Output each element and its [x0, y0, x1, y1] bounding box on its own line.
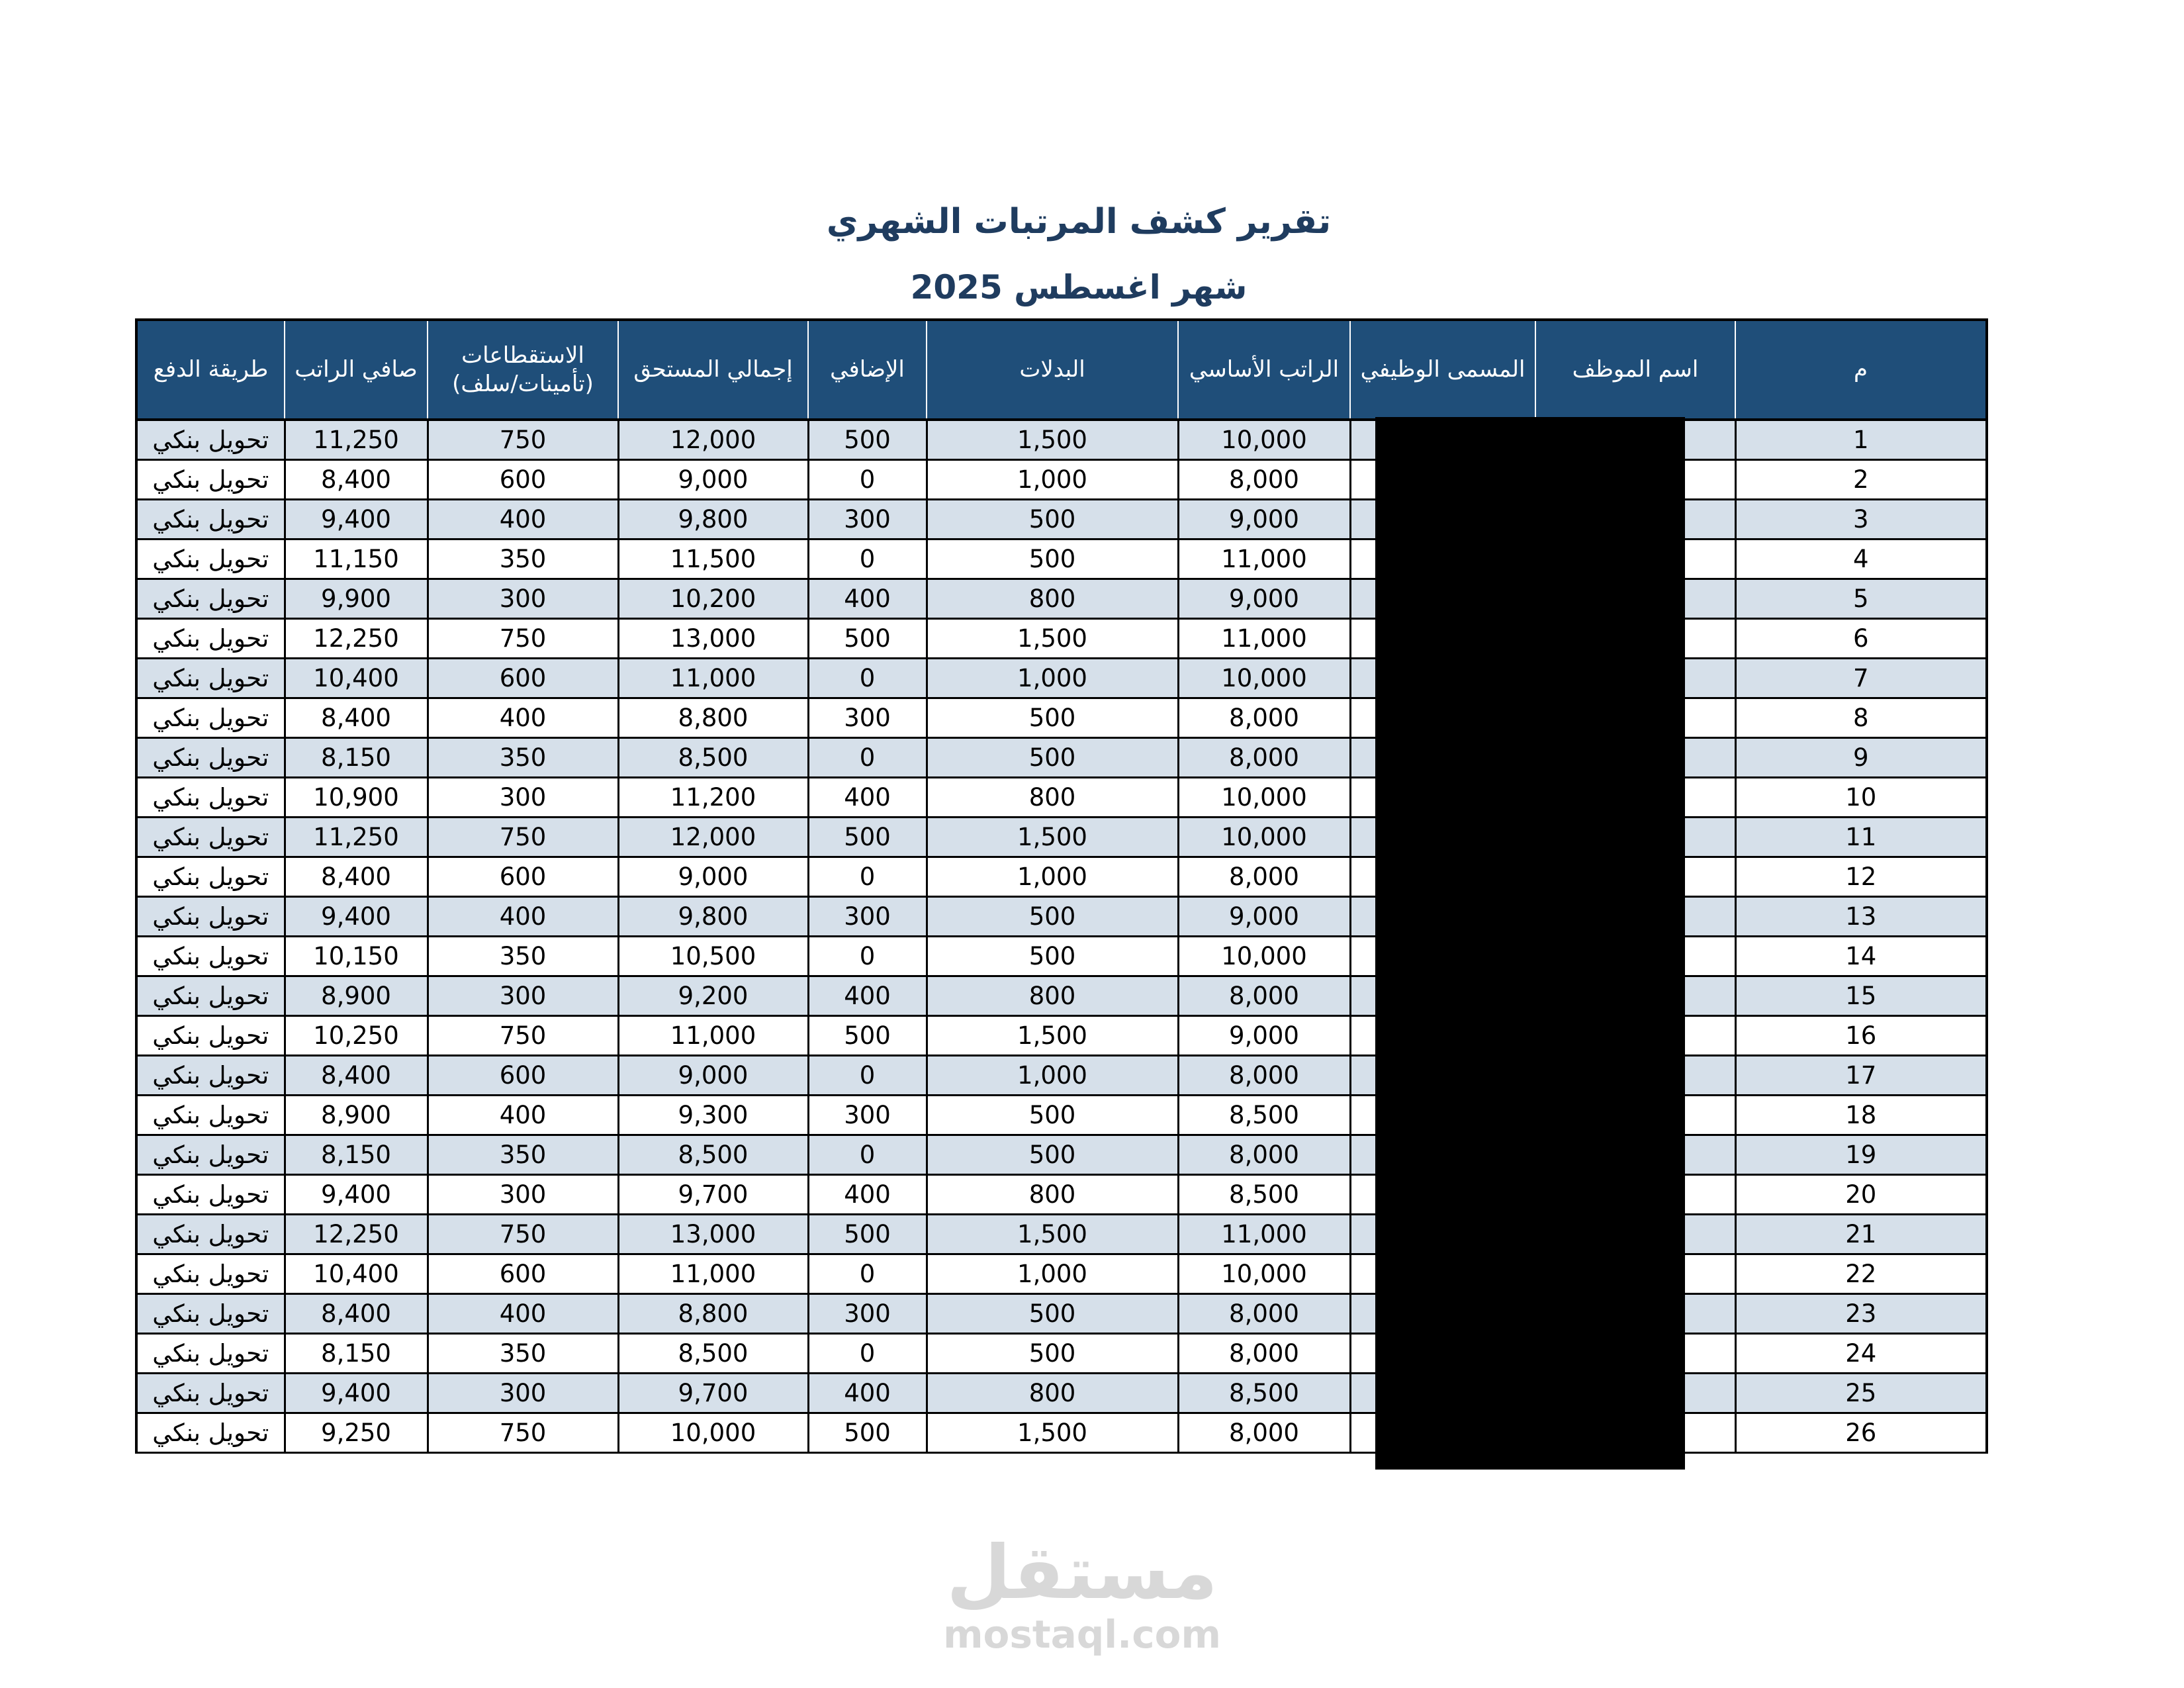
cell-allowances: 500	[927, 937, 1178, 976]
cell-net: 9,400	[285, 1374, 428, 1413]
table-row	[136, 1056, 1987, 1096]
cell-overtime: 500	[808, 1215, 927, 1254]
cell-basic: 8,000	[1178, 460, 1350, 500]
cell-overtime: 0	[808, 1056, 927, 1096]
cell-total: 8,800	[618, 698, 808, 738]
table-row	[136, 500, 1987, 539]
header-payment: طريقة الدفع	[136, 320, 285, 420]
cell-allowances: 800	[927, 1374, 1178, 1413]
cell-net: 9,250	[285, 1413, 428, 1453]
cell-total: 11,000	[618, 1016, 808, 1056]
cell-num: 23	[1735, 1294, 1987, 1334]
cell-num: 1	[1735, 420, 1987, 460]
cell-deductions: 350	[428, 937, 618, 976]
cell-num: 6	[1735, 619, 1987, 659]
cell-net: 10,900	[285, 778, 428, 818]
redaction-block	[1375, 417, 1685, 1470]
cell-payment: تحويل بنكي	[136, 659, 285, 698]
cell-net: 10,250	[285, 1016, 428, 1056]
cell-deductions: 400	[428, 1294, 618, 1334]
cell-overtime: 0	[808, 857, 927, 897]
cell-overtime: 0	[808, 460, 927, 500]
cell-basic: 10,000	[1178, 818, 1350, 857]
cell-allowances: 800	[927, 778, 1178, 818]
cell-num: 24	[1735, 1334, 1987, 1374]
cell-total: 10,000	[618, 1413, 808, 1453]
cell-num: 7	[1735, 659, 1987, 698]
table-row	[136, 1016, 1987, 1056]
cell-basic: 8,000	[1178, 857, 1350, 897]
cell-payment: تحويل بنكي	[136, 857, 285, 897]
report-title: تقرير كشف المرتبات الشهري	[826, 202, 1332, 242]
cell-deductions: 350	[428, 539, 618, 579]
cell-deductions: 400	[428, 897, 618, 937]
cell-num: 10	[1735, 778, 1987, 818]
cell-net: 9,900	[285, 579, 428, 619]
cell-total: 10,200	[618, 579, 808, 619]
cell-total: 12,000	[618, 420, 808, 460]
cell-overtime: 300	[808, 1294, 927, 1334]
table-row	[136, 420, 1987, 460]
cell-net: 8,150	[285, 1135, 428, 1175]
table-row	[136, 738, 1987, 778]
cell-num: 12	[1735, 857, 1987, 897]
cell-deductions: 300	[428, 579, 618, 619]
cell-overtime: 0	[808, 1254, 927, 1294]
cell-num: 15	[1735, 976, 1987, 1016]
cell-allowances: 500	[927, 1294, 1178, 1334]
cell-allowances: 500	[927, 1096, 1178, 1135]
table-row	[136, 897, 1987, 937]
header-allowances: البدلات	[927, 320, 1178, 420]
cell-net: 11,250	[285, 420, 428, 460]
cell-deductions: 600	[428, 1254, 618, 1294]
header-overtime: الإضافي	[808, 320, 927, 420]
cell-allowances: 1,000	[927, 460, 1178, 500]
cell-payment: تحويل بنكي	[136, 420, 285, 460]
cell-num: 3	[1735, 500, 1987, 539]
cell-overtime: 500	[808, 1413, 927, 1453]
cell-allowances: 500	[927, 539, 1178, 579]
cell-basic: 9,000	[1178, 579, 1350, 619]
cell-basic: 8,000	[1178, 1294, 1350, 1334]
cell-basic: 8,000	[1178, 698, 1350, 738]
cell-net: 11,250	[285, 818, 428, 857]
cell-payment: تحويل بنكي	[136, 1374, 285, 1413]
cell-net: 8,900	[285, 976, 428, 1016]
cell-total: 9,200	[618, 976, 808, 1016]
cell-basic: 9,000	[1178, 897, 1350, 937]
cell-num: 11	[1735, 818, 1987, 857]
cell-basic: 8,000	[1178, 1056, 1350, 1096]
cell-deductions: 600	[428, 460, 618, 500]
cell-total: 11,500	[618, 539, 808, 579]
cell-net: 9,400	[285, 897, 428, 937]
cell-total: 9,700	[618, 1374, 808, 1413]
cell-deductions: 350	[428, 1135, 618, 1175]
cell-num: 16	[1735, 1016, 1987, 1056]
cell-payment: تحويل بنكي	[136, 1334, 285, 1374]
cell-num: 8	[1735, 698, 1987, 738]
header-job: المسمى الوظيفي	[1350, 320, 1535, 420]
cell-net: 12,250	[285, 1215, 428, 1254]
table-row	[136, 937, 1987, 976]
cell-basic: 11,000	[1178, 539, 1350, 579]
cell-deductions: 300	[428, 1175, 618, 1215]
table-row	[136, 698, 1987, 738]
cell-deductions: 600	[428, 857, 618, 897]
cell-allowances: 1,500	[927, 1215, 1178, 1254]
cell-payment: تحويل بنكي	[136, 539, 285, 579]
cell-net: 9,400	[285, 500, 428, 539]
cell-total: 8,500	[618, 1135, 808, 1175]
cell-num: 5	[1735, 579, 1987, 619]
cell-num: 20	[1735, 1175, 1987, 1215]
table-row	[136, 778, 1987, 818]
table-row	[136, 1334, 1987, 1374]
cell-num: 19	[1735, 1135, 1987, 1175]
table-row	[136, 1096, 1987, 1135]
cell-deductions: 350	[428, 1334, 618, 1374]
cell-basic: 11,000	[1178, 1215, 1350, 1254]
header-deductions: الاستقطاعات (تأمينات/سلف)	[428, 320, 618, 420]
cell-allowances: 1,500	[927, 420, 1178, 460]
cell-total: 9,800	[618, 500, 808, 539]
cell-num: 18	[1735, 1096, 1987, 1135]
cell-overtime: 0	[808, 738, 927, 778]
cell-allowances: 500	[927, 500, 1178, 539]
cell-overtime: 400	[808, 579, 927, 619]
table-row	[136, 659, 1987, 698]
cell-net: 10,150	[285, 937, 428, 976]
cell-payment: تحويل بنكي	[136, 818, 285, 857]
cell-deductions: 300	[428, 778, 618, 818]
cell-payment: تحويل بنكي	[136, 1056, 285, 1096]
cell-deductions: 400	[428, 500, 618, 539]
cell-net: 8,400	[285, 460, 428, 500]
cell-basic: 10,000	[1178, 1254, 1350, 1294]
header-row	[136, 320, 1987, 420]
cell-total: 9,700	[618, 1175, 808, 1215]
cell-net: 8,900	[285, 1096, 428, 1135]
cell-overtime: 300	[808, 1096, 927, 1135]
cell-total: 8,500	[618, 1334, 808, 1374]
cell-payment: تحويل بنكي	[136, 778, 285, 818]
cell-net: 12,250	[285, 619, 428, 659]
cell-payment: تحويل بنكي	[136, 579, 285, 619]
cell-total: 11,000	[618, 659, 808, 698]
cell-deductions: 750	[428, 420, 618, 460]
cell-deductions: 600	[428, 659, 618, 698]
cell-deductions: 750	[428, 619, 618, 659]
cell-num: 14	[1735, 937, 1987, 976]
cell-payment: تحويل بنكي	[136, 1254, 285, 1294]
cell-allowances: 1,000	[927, 1056, 1178, 1096]
cell-allowances: 1,000	[927, 659, 1178, 698]
cell-basic: 10,000	[1178, 420, 1350, 460]
table-row	[136, 1374, 1987, 1413]
cell-total: 9,000	[618, 1056, 808, 1096]
cell-overtime: 0	[808, 539, 927, 579]
cell-num: 17	[1735, 1056, 1987, 1096]
cell-allowances: 500	[927, 897, 1178, 937]
cell-deductions: 400	[428, 698, 618, 738]
cell-total: 11,000	[618, 1254, 808, 1294]
cell-basic: 8,000	[1178, 976, 1350, 1016]
cell-allowances: 1,500	[927, 1016, 1178, 1056]
cell-total: 11,200	[618, 778, 808, 818]
cell-deductions: 750	[428, 1215, 618, 1254]
cell-net: 8,400	[285, 857, 428, 897]
cell-net: 8,400	[285, 1056, 428, 1096]
cell-payment: تحويل بنكي	[136, 460, 285, 500]
cell-num: 25	[1735, 1374, 1987, 1413]
cell-basic: 8,000	[1178, 1135, 1350, 1175]
cell-total: 12,000	[618, 818, 808, 857]
cell-total: 9,000	[618, 460, 808, 500]
cell-payment: تحويل بنكي	[136, 1413, 285, 1453]
cell-payment: تحويل بنكي	[136, 1294, 285, 1334]
cell-overtime: 400	[808, 778, 927, 818]
payroll-table	[135, 318, 1988, 1454]
header-num: م	[1735, 320, 1987, 420]
cell-num: 4	[1735, 539, 1987, 579]
cell-allowances: 1,500	[927, 818, 1178, 857]
cell-basic: 8,500	[1178, 1175, 1350, 1215]
cell-num: 21	[1735, 1215, 1987, 1254]
cell-net: 8,400	[285, 698, 428, 738]
cell-deductions: 600	[428, 1056, 618, 1096]
cell-payment: تحويل بنكي	[136, 897, 285, 937]
cell-payment: تحويل بنكي	[136, 500, 285, 539]
cell-deductions: 750	[428, 818, 618, 857]
cell-num: 22	[1735, 1254, 1987, 1294]
cell-overtime: 500	[808, 818, 927, 857]
watermark-url: mostaql.com	[943, 1612, 1221, 1657]
table-row	[136, 976, 1987, 1016]
cell-net: 10,400	[285, 659, 428, 698]
cell-deductions: 300	[428, 976, 618, 1016]
cell-deductions: 750	[428, 1016, 618, 1056]
cell-basic: 8,000	[1178, 738, 1350, 778]
cell-net: 11,150	[285, 539, 428, 579]
cell-overtime: 400	[808, 1374, 927, 1413]
cell-net: 8,400	[285, 1294, 428, 1334]
cell-overtime: 500	[808, 420, 927, 460]
cell-net: 10,400	[285, 1254, 428, 1294]
cell-allowances: 500	[927, 1135, 1178, 1175]
cell-payment: تحويل بنكي	[136, 1096, 285, 1135]
cell-total: 13,000	[618, 1215, 808, 1254]
cell-payment: تحويل بنكي	[136, 976, 285, 1016]
cell-overtime: 300	[808, 897, 927, 937]
table-row	[136, 857, 1987, 897]
cell-total: 9,000	[618, 857, 808, 897]
cell-payment: تحويل بنكي	[136, 1175, 285, 1215]
cell-num: 26	[1735, 1413, 1987, 1453]
table-row	[136, 1254, 1987, 1294]
table-row	[136, 1413, 1987, 1453]
cell-overtime: 0	[808, 659, 927, 698]
cell-basic: 10,000	[1178, 778, 1350, 818]
cell-allowances: 800	[927, 579, 1178, 619]
cell-total: 9,800	[618, 897, 808, 937]
cell-overtime: 0	[808, 937, 927, 976]
cell-allowances: 1,000	[927, 1254, 1178, 1294]
cell-net: 8,150	[285, 1334, 428, 1374]
cell-total: 8,800	[618, 1294, 808, 1334]
cell-total: 10,500	[618, 937, 808, 976]
cell-payment: تحويل بنكي	[136, 1135, 285, 1175]
cell-overtime: 500	[808, 1016, 927, 1056]
cell-total: 8,500	[618, 738, 808, 778]
cell-deductions: 350	[428, 738, 618, 778]
cell-num: 2	[1735, 460, 1987, 500]
cell-allowances: 1,500	[927, 1413, 1178, 1453]
table-row	[136, 619, 1987, 659]
payroll-body	[136, 420, 1987, 1453]
cell-overtime: 300	[808, 698, 927, 738]
table-row	[136, 539, 1987, 579]
header-basic: الراتب الأساسي	[1178, 320, 1350, 420]
cell-basic: 8,000	[1178, 1334, 1350, 1374]
cell-total: 9,300	[618, 1096, 808, 1135]
cell-allowances: 800	[927, 1175, 1178, 1215]
cell-net: 9,400	[285, 1175, 428, 1215]
cell-payment: تحويل بنكي	[136, 698, 285, 738]
cell-allowances: 1,500	[927, 619, 1178, 659]
cell-deductions: 300	[428, 1374, 618, 1413]
cell-total: 13,000	[618, 619, 808, 659]
cell-allowances: 500	[927, 1334, 1178, 1374]
cell-overtime: 400	[808, 1175, 927, 1215]
cell-basic: 9,000	[1178, 1016, 1350, 1056]
cell-basic: 8,500	[1178, 1374, 1350, 1413]
cell-overtime: 0	[808, 1334, 927, 1374]
cell-overtime: 400	[808, 976, 927, 1016]
table-row	[136, 818, 1987, 857]
cell-payment: تحويل بنكي	[136, 738, 285, 778]
report-subtitle: شهر اغسطس 2025	[910, 268, 1248, 306]
cell-overtime: 500	[808, 619, 927, 659]
cell-overtime: 300	[808, 500, 927, 539]
cell-deductions: 750	[428, 1413, 618, 1453]
cell-basic: 9,000	[1178, 500, 1350, 539]
header-net: صافي الراتب	[285, 320, 428, 420]
cell-allowances: 500	[927, 738, 1178, 778]
header-total: إجمالي المستحق	[618, 320, 808, 420]
header-name: اسم الموظف	[1535, 320, 1735, 420]
cell-allowances: 1,000	[927, 857, 1178, 897]
table-row	[136, 1294, 1987, 1334]
cell-net: 8,150	[285, 738, 428, 778]
watermark-logo: مستقل	[946, 1530, 1218, 1616]
table-row	[136, 1175, 1987, 1215]
cell-num: 9	[1735, 738, 1987, 778]
cell-overtime: 0	[808, 1135, 927, 1175]
table-row	[136, 1215, 1987, 1254]
cell-basic: 10,000	[1178, 937, 1350, 976]
cell-basic: 8,500	[1178, 1096, 1350, 1135]
cell-num: 13	[1735, 897, 1987, 937]
cell-allowances: 800	[927, 976, 1178, 1016]
cell-payment: تحويل بنكي	[136, 937, 285, 976]
table-row	[136, 579, 1987, 619]
cell-payment: تحويل بنكي	[136, 1016, 285, 1056]
cell-payment: تحويل بنكي	[136, 619, 285, 659]
watermark	[917, 1530, 1248, 1657]
table-row	[136, 460, 1987, 500]
cell-basic: 10,000	[1178, 659, 1350, 698]
cell-basic: 11,000	[1178, 619, 1350, 659]
cell-basic: 8,000	[1178, 1413, 1350, 1453]
cell-payment: تحويل بنكي	[136, 1215, 285, 1254]
cell-deductions: 400	[428, 1096, 618, 1135]
table-row	[136, 1135, 1987, 1175]
cell-allowances: 500	[927, 698, 1178, 738]
